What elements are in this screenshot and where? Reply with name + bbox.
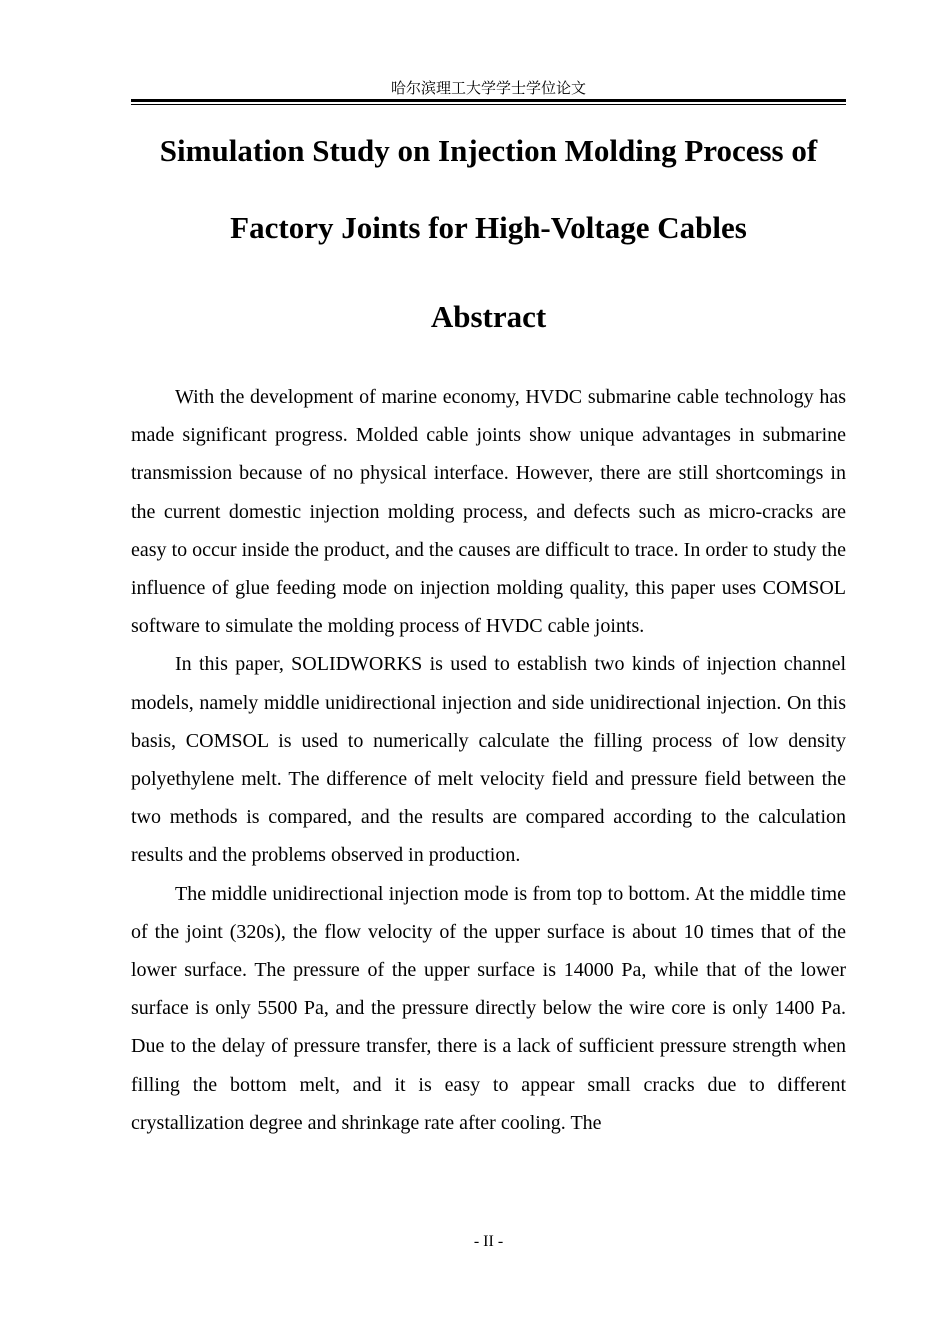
header-rule-thin <box>131 104 846 105</box>
running-header: 哈尔滨理工大学学士学位论文 <box>390 79 586 97</box>
thesis-title-line-2: Factory Joints for High-Voltage Cables <box>230 210 747 245</box>
abstract-paragraph: The middle unidirectional injection mode is from top to bottom. At the middle time of the joint (320s), the flow velocity of the upper surface is about 10 times that of the lower surface. The pressure of the upper surface is 14000 Pa, while that of the lower surface is only 5500 Pa, and the pressure directly below the wire core is only 1400 Pa. Due to the delay of pressure transfer, there is a lack of sufficient pressure strength when filling the bottom melt, and it is easy to appear small cracks due to different crystallization degree and shrinkage rate after cooling. The <box>131 882 846 1134</box>
page-number: - II - <box>473 1233 504 1250</box>
abstract-body <box>131 378 846 1142</box>
abstract-paragraph: With the development of marine economy, HVDC submarine cable technology has made significant progress. Molded cable joints show unique advantages in submarine transmission because of no physical interface. However, there are still shortcomings in the current domestic injection molding process, and defects such as micro-cracks are easy to occur inside the product, and the causes are difficult to trace. In order to study the influence of glue feeding mode on injection molding quality, this paper uses COMSOL software to simulate the molding process of HVDC cable joints. <box>131 386 846 638</box>
abstract-heading: Abstract <box>430 299 547 334</box>
abstract-paragraph: In this paper, SOLIDWORKS is used to establish two kinds of injection channel models, namely middle unidirectional injection and side unidirectional injection. On this basis, COMSOL is used to numerically calculate the filling process of low density polyethylene melt. The difference of melt velocity field and pressure field between the two methods is compared, and the results are compared according to the calculation results and the problems observed in production. <box>131 653 846 867</box>
header-rule-thick <box>131 99 846 102</box>
thesis-title-line-1: Simulation Study on Injection Molding Process of <box>159 133 818 168</box>
